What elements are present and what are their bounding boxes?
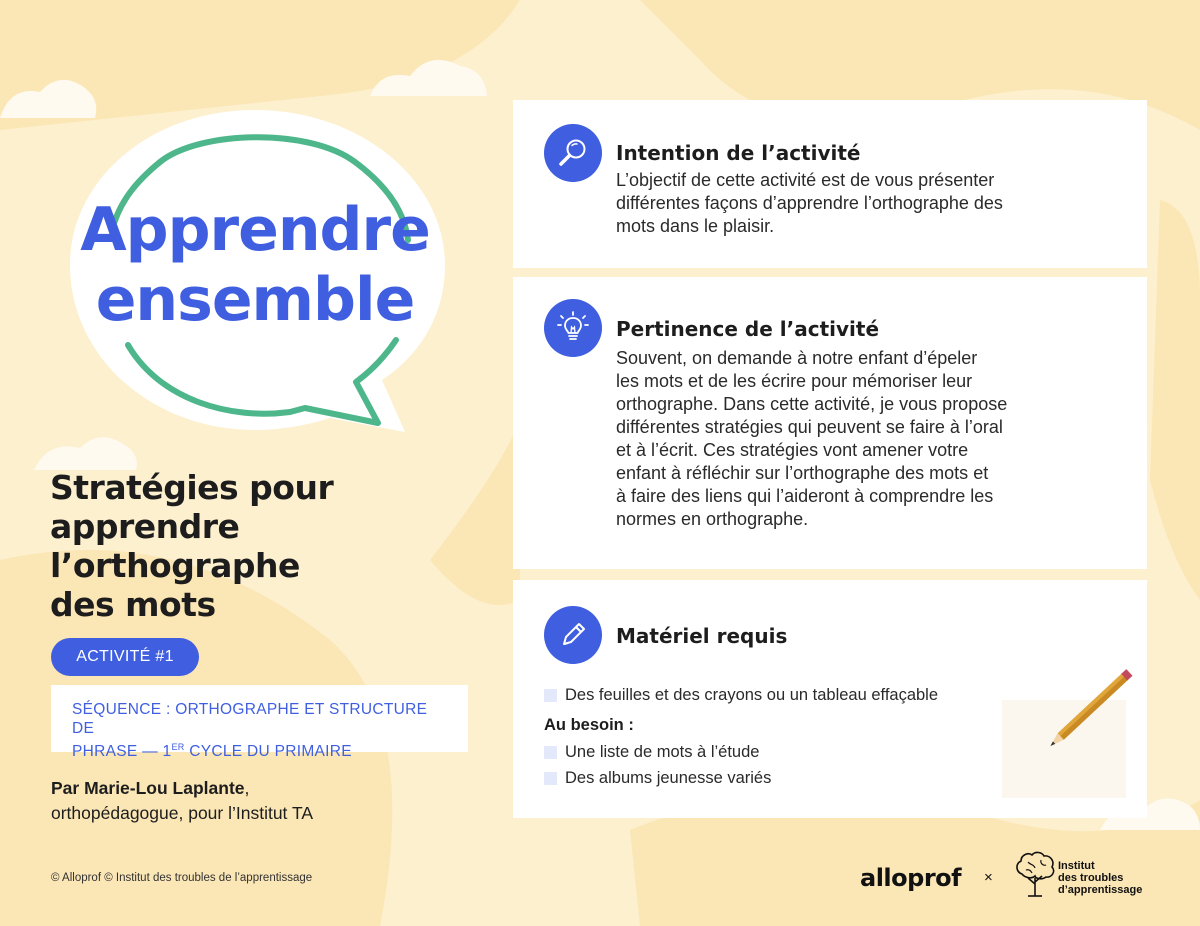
pencil-illustration <box>1033 660 1133 770</box>
tree-brain-icon <box>1012 850 1058 898</box>
checkbox[interactable] <box>544 772 557 785</box>
sequence-label <box>51 685 468 760</box>
card-body-line: les mots et de les écrire pour mémoriser leur <box>616 371 973 391</box>
author-credit: Par Marie-Lou Laplante, orthopédagogue, pour l’Institut TA <box>51 778 314 823</box>
intention-card <box>513 100 1147 268</box>
card-body-line: normes en orthographe. <box>616 509 809 529</box>
list-item <box>544 765 1014 791</box>
card-body-line: différentes façons d’apprendre l’orthographe des <box>616 193 1003 213</box>
page-title <box>50 468 380 624</box>
logo-line-2: ensemble <box>95 265 415 335</box>
institut-line: des troubles <box>1058 872 1124 884</box>
checkbox[interactable] <box>544 746 557 759</box>
list-item-label: Une liste de mots à l’étude <box>565 742 760 761</box>
lightbulb-icon <box>544 299 602 357</box>
times-sign: × <box>984 869 993 886</box>
card-body-line: à faire des liens qui l’aideront à comprendre les <box>616 486 994 506</box>
list-item <box>544 739 1014 765</box>
title-line: Stratégies pour <box>50 468 334 507</box>
card-body-line: Souvent, on demande à notre enfant d’épeler <box>616 348 978 368</box>
card-body <box>616 347 1086 531</box>
pertinence-card <box>513 277 1147 569</box>
magnifier-icon <box>544 124 602 182</box>
copyright-notice: © Alloprof © Institut des troubles de l’apprentissage <box>51 872 313 884</box>
author-name: Par Marie-Lou Laplante <box>51 778 245 798</box>
author-role: orthopédagogue, pour l’Institut TA <box>51 803 314 823</box>
activity-badge: ACTIVITÉ #1 <box>51 638 199 676</box>
sequence-line-2 <box>72 738 448 761</box>
sequence-line-1: SÉQUENCE : ORTHOGRAPHE ET STRUCTURE DE <box>72 701 428 737</box>
institut-line: d’apprentissage <box>1058 884 1143 896</box>
card-body-line: et à l’écrit. Ces stratégies vont amener votre <box>616 440 969 460</box>
sequence-text: PHRASE — 1 <box>72 743 172 760</box>
sequence-text: CYCLE DU PRIMAIRE <box>184 743 352 760</box>
materials-list <box>544 682 1014 791</box>
logo-wordmark <box>60 195 450 335</box>
title-line: l’orthographe <box>50 546 300 585</box>
card-body-line: mots dans le plaisir. <box>616 216 775 236</box>
alloprof-logo: alloprof <box>860 864 962 892</box>
card-body-line: différentes stratégies qui peuvent se faire à l’oral <box>616 417 1003 437</box>
institut-line: Institut <box>1058 860 1095 872</box>
card-body-line: enfant à réfléchir sur l’orthographe des mots et <box>616 463 989 483</box>
sequence-superscript: ER <box>171 742 185 752</box>
list-item-label: Des albums jeunesse variés <box>565 768 772 787</box>
card-body-line: orthographe. Dans cette activité, je vous propose <box>616 394 1008 414</box>
list-item-label: Des feuilles et des crayons ou un tableau effaçable <box>565 685 939 704</box>
materiel-card <box>513 580 1147 818</box>
checkbox[interactable] <box>544 689 557 702</box>
card-body <box>616 169 1096 238</box>
list-item <box>544 682 1014 708</box>
card-title: Matériel requis <box>616 624 788 648</box>
card-title: Intention de l’activité <box>616 141 861 165</box>
title-line: des mots <box>50 585 216 624</box>
card-title: Pertinence de l’activité <box>616 317 880 341</box>
institut-logo-text <box>1058 860 1142 896</box>
subsection-title: Au besoin : <box>544 716 634 734</box>
card-body-line: L’objectif de cette activité est de vous présenter <box>616 170 995 190</box>
pencil-icon <box>544 606 602 664</box>
title-line: apprendre <box>50 507 240 546</box>
logo-line-1: Apprendre <box>80 195 430 265</box>
